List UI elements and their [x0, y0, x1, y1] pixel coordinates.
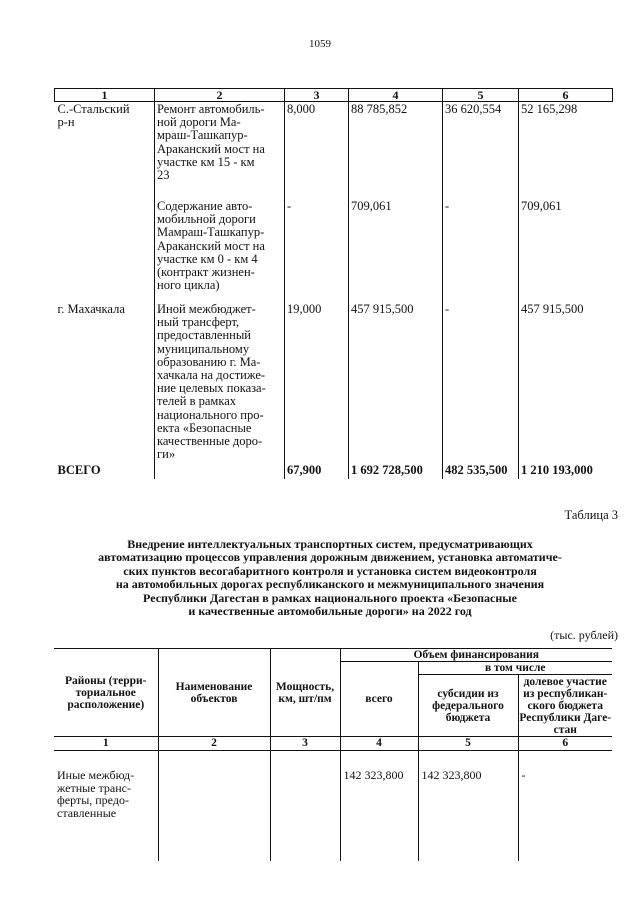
col-num-5: 5: [418, 737, 518, 751]
col-num-6: 6: [518, 737, 612, 751]
total-federal: 482 535,500: [443, 463, 519, 479]
col-num-4: 4: [340, 737, 418, 751]
capacity-cell: [270, 751, 340, 862]
table-3-label: Таблица 3: [564, 508, 618, 522]
total-cell: 709,061: [349, 199, 443, 302]
federal-cell: -: [443, 302, 519, 463]
page-number: 1059: [309, 38, 331, 50]
col-num-6: 6: [519, 89, 613, 102]
total-cell: 88 785,852: [349, 102, 443, 200]
col-num-2: 2: [155, 89, 285, 102]
header-funding: Объем финансирования: [340, 649, 612, 662]
capacity-cell: 19,000: [285, 302, 349, 463]
object-cell: Иной межбюджет- ный трансферт, предоставленный муниципальному образованию г. Ма- хачкала на достиже- ние целевых показа- телей в рамках национального про- екта «Безопасные качественные доро- ги»: [155, 302, 285, 463]
regional-cell: 52 165,298: [519, 102, 613, 200]
total-row: [55, 463, 613, 479]
federal-cell: 142 323,800: [418, 751, 518, 862]
intelligent-transport-table: [54, 648, 612, 861]
financing-table-continued: [54, 88, 613, 479]
header-capacity: Мощность, км, шт/пм: [270, 649, 340, 737]
total-capacity: 67,900: [285, 463, 349, 479]
object-cell: [158, 751, 270, 862]
table-row: [54, 751, 612, 862]
federal-cell: -: [443, 199, 519, 302]
table-row: [55, 302, 613, 463]
total-cell: 142 323,800: [340, 751, 418, 862]
units-note: (тыс. рублей): [550, 628, 618, 642]
total-regional: 1 210 193,000: [519, 463, 613, 479]
table1-column-numbers: [55, 89, 613, 102]
header-including: в том числе: [418, 662, 612, 675]
regional-cell: 709,061: [519, 199, 613, 302]
header-district: Районы (терри- ториальное расположение): [54, 649, 158, 737]
total-cell: 457 915,500: [349, 302, 443, 463]
col-num-3: 3: [285, 89, 349, 102]
regional-cell: 457 915,500: [519, 302, 613, 463]
district-cell: С.-Стальский р-н: [55, 102, 155, 200]
col-num-1: 1: [55, 89, 155, 102]
object-cell: Содержание авто- мобильной дороги Мамраш-Ташкапур- Араканский мост на участке км 0 - км 4 (контракт жизнен- ного цикла): [155, 199, 285, 302]
district-cell: [55, 199, 155, 302]
col-num-4: 4: [349, 89, 443, 102]
table-row: [55, 102, 613, 200]
table-row: [55, 199, 613, 302]
col-num-3: 3: [270, 737, 340, 751]
total-label: ВСЕГО: [55, 463, 155, 479]
table-3-title: Внедрение интеллектуальных транспортных систем, предусматривающих автоматизацию процессов управления дорожным движением, установка автоматиче- ских пунктов весогабаритного контроля и установка систем видеоконтроля на автомобильных дорогах республиканского и межмуниципального значения Республики Дагестан в рамках национального проекта «Безопасные и качественные автомобильные дороги» на 2022 год: [98, 537, 562, 619]
total-object-cell: [155, 463, 285, 479]
capacity-cell: 8,000: [285, 102, 349, 200]
object-cell: Ремонт автомобиль- ной дороги Ма- мраш-Ташкапур- Араканский мост на участке км 15 - км 23: [155, 102, 285, 200]
col-num-5: 5: [443, 89, 519, 102]
district-cell: Иные межбюд- жетные транс- ферты, предо- ставленные: [54, 751, 158, 862]
header-federal: субсидии из федерального бюджета: [418, 675, 518, 737]
total-sum: 1 692 728,500: [349, 463, 443, 479]
table2-column-numbers: [54, 737, 612, 751]
regional-cell: -: [518, 751, 612, 862]
col-num-1: 1: [54, 737, 158, 751]
capacity-cell: -: [285, 199, 349, 302]
header-regional: долевое участие из республикан- ского бюджета Республики Даге- стан: [519, 675, 612, 736]
header-total: всего: [340, 662, 418, 737]
col-num-2: 2: [158, 737, 270, 751]
header-object: Наименование объектов: [158, 649, 270, 737]
district-cell: г. Махачкала: [55, 302, 155, 463]
federal-cell: 36 620,554: [443, 102, 519, 200]
